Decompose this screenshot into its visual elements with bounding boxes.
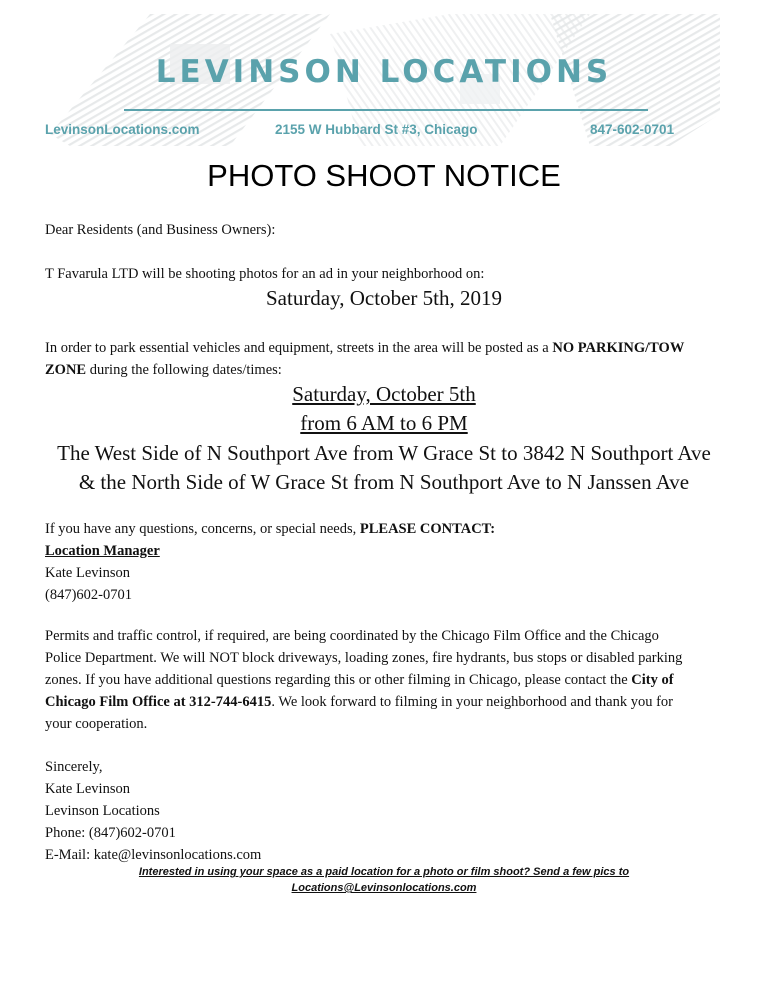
contact-text: If you have any questions, concerns, or special needs, [45, 521, 360, 537]
parking-bold-2: ZONE [45, 362, 87, 378]
signer-email[interactable]: E-Mail: kate@levinsonlocations.com [45, 847, 262, 863]
signer-phone[interactable]: Phone: (847)602-0701 [45, 825, 176, 841]
schedule-date: Saturday, October 5th [292, 382, 476, 406]
parking-text-after: during the following dates/times: [86, 362, 282, 378]
website-link[interactable]: LevinsonLocations.com [45, 122, 200, 137]
closing: Sincerely, [45, 759, 103, 775]
contact-phone[interactable]: (847)602-0701 [45, 587, 132, 603]
location-line-2: & the North Side of W Grace St from N Southport Ave to N Janssen Ave [78, 470, 690, 494]
signature-block [45, 756, 725, 866]
salutation: Dear Residents (and Business Owners): [45, 222, 276, 238]
promo-email-link[interactable]: Locations@Levinsonlocations.com [291, 882, 477, 894]
brand-logo: LEVINSON LOCATIONS [155, 54, 613, 90]
parking-notice [45, 337, 725, 381]
contact-role: Location Manager [45, 543, 160, 559]
contact-bold: PLEASE CONTACT: [359, 521, 496, 537]
office-address: 2155 W Hubbard St #3, Chicago [275, 122, 478, 137]
letterhead-contact-bar [0, 122, 768, 142]
location-line-1: The West Side of N Southport Ave from W Grace St to 3842 N Southport Ave [57, 441, 711, 465]
signer-name: Kate Levinson [45, 781, 130, 797]
permits-line-3-bold: City of [631, 672, 674, 688]
letterhead [0, 0, 768, 150]
parking-text-before: In order to park essential vehicles and equipment, streets in the area will be posted as a [45, 340, 553, 356]
contact-block [45, 518, 725, 606]
film-office-contact: Chicago Film Office at 312-744-6415 [45, 694, 272, 710]
page-title: PHOTO SHOOT NOTICE [207, 158, 561, 193]
permits-line-5: your cooperation. [45, 716, 148, 732]
schedule-time: from 6 AM to 6 PM [300, 411, 468, 435]
office-phone[interactable]: 847-602-0701 [590, 122, 675, 137]
permits-line-3: zones. If you have additional questions regarding this or other filming in Chicago, please contact the [45, 672, 632, 688]
parking-bold-1: NO PARKING/TOW [552, 340, 685, 356]
permits-line-2: Police Department. We will NOT block driveways, loading zones, fire hydrants, bus stops or disabled parking [45, 650, 683, 666]
logo-divider [124, 109, 648, 111]
contact-name: Kate Levinson [45, 565, 130, 581]
shoot-date: Saturday, October 5th, 2019 [265, 286, 502, 310]
promo-line-1: Interested in using your space as a paid location for a photo or film shoot? Send a few pics to [138, 866, 630, 878]
intro-text: T Favarula LTD will be shooting photos for an ad in your neighborhood on: [45, 266, 485, 282]
promo-footer [0, 864, 768, 896]
permits-line-4: . We look forward to filming in your neighborhood and thank you for [271, 694, 674, 710]
signer-company: Levinson Locations [45, 803, 160, 819]
permits-line-1: Permits and traffic control, if required, are being coordinated by the Chicago Film Office and the Chicago [45, 628, 659, 644]
permits-paragraph [45, 625, 725, 735]
